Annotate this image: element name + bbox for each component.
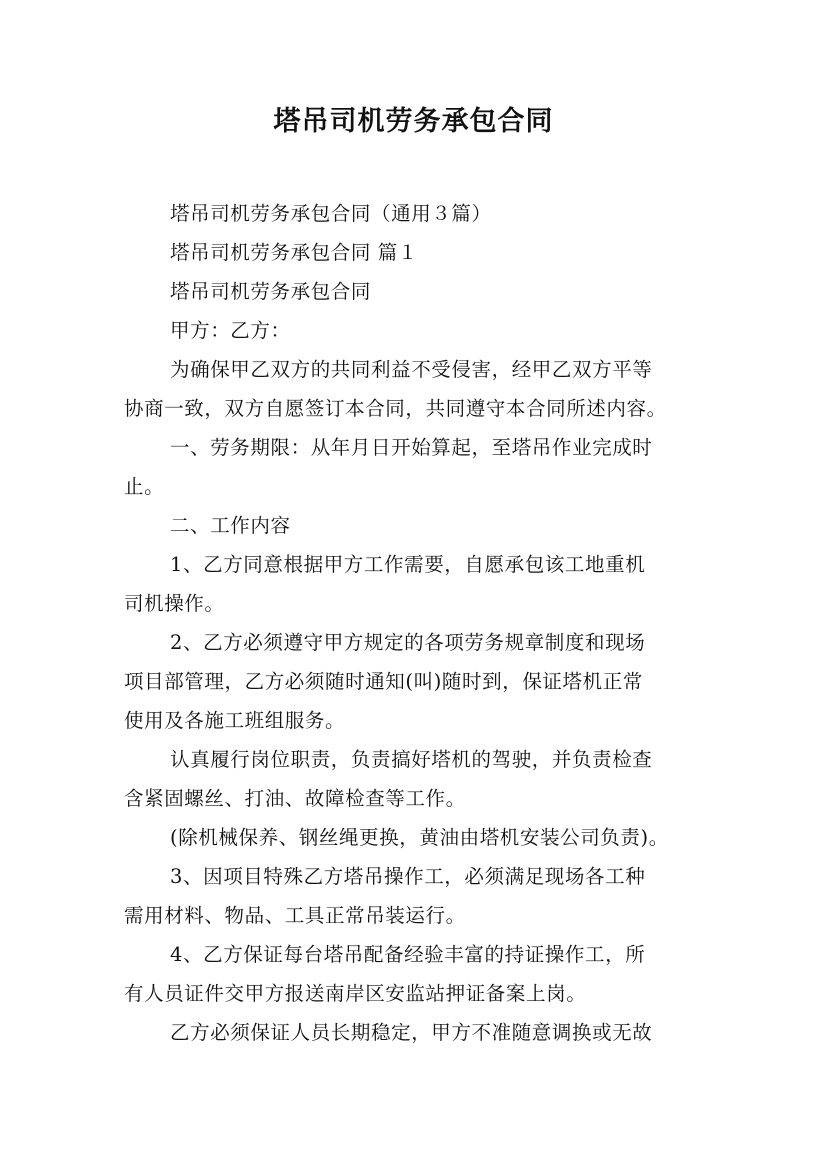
text-line: 含紧固螺丝、打油、故障检查等工作。 bbox=[124, 787, 466, 810]
text-line: 塔吊司机劳务承包合同 bbox=[170, 280, 372, 303]
text-line: 甲方：乙方： bbox=[170, 319, 291, 342]
text-line: 一、劳务期限：从年月日开始算起，至塔吊作业完成时 bbox=[170, 436, 653, 459]
text-line: 使用及各施工班组服务。 bbox=[124, 709, 346, 732]
text-line: 2、乙方必须遵守甲方规定的各项劳务规章制度和现场 bbox=[170, 631, 646, 654]
text-line: 乙方必须保证人员长期稳定，甲方不准随意调换或无故 bbox=[170, 1021, 653, 1044]
text-line: 止。 bbox=[124, 475, 165, 498]
document-body bbox=[124, 194, 704, 1052]
text-line: 司机操作。 bbox=[124, 592, 225, 615]
text-line: 协商一致，双方自愿签订本合同，共同遵守本合同所述内容。 bbox=[124, 397, 667, 420]
text-line: 项目部管理，乙方必须随时通知(叫)随时到，保证塔机正常 bbox=[124, 670, 643, 693]
text-line: 塔吊司机劳务承包合同 篇１ bbox=[170, 241, 418, 264]
text-line: 需用材料、物品、工具正常吊装运行。 bbox=[124, 904, 466, 927]
text-line: 3、因项目特殊乙方塔吊操作工，必须满足现场各工种 bbox=[170, 865, 646, 888]
text-line: 1、乙方同意根据甲方工作需要，自愿承包该工地重机 bbox=[170, 553, 646, 576]
text-line: 为确保甲乙双方的共同利益不受侵害，经甲乙双方平等 bbox=[170, 358, 653, 381]
text-line: 二、工作内容 bbox=[170, 514, 291, 537]
text-line: 认真履行岗位职责，负责搞好塔机的驾驶，并负责检查 bbox=[170, 748, 653, 771]
document-title: 塔吊司机劳务承包合同 bbox=[273, 106, 554, 137]
text-line: 有人员证件交甲方报送南岸区安监站押证备案上岗。 bbox=[124, 982, 587, 1005]
text-line: (除机械保养、钢丝绳更换，黄油由塔机安装公司负责)。 bbox=[170, 826, 669, 849]
text-line: 塔吊司机劳务承包合同（通用３篇） bbox=[170, 202, 492, 225]
text-line: 4、乙方保证每台塔吊配备经验丰富的持证操作工，所 bbox=[170, 943, 646, 966]
